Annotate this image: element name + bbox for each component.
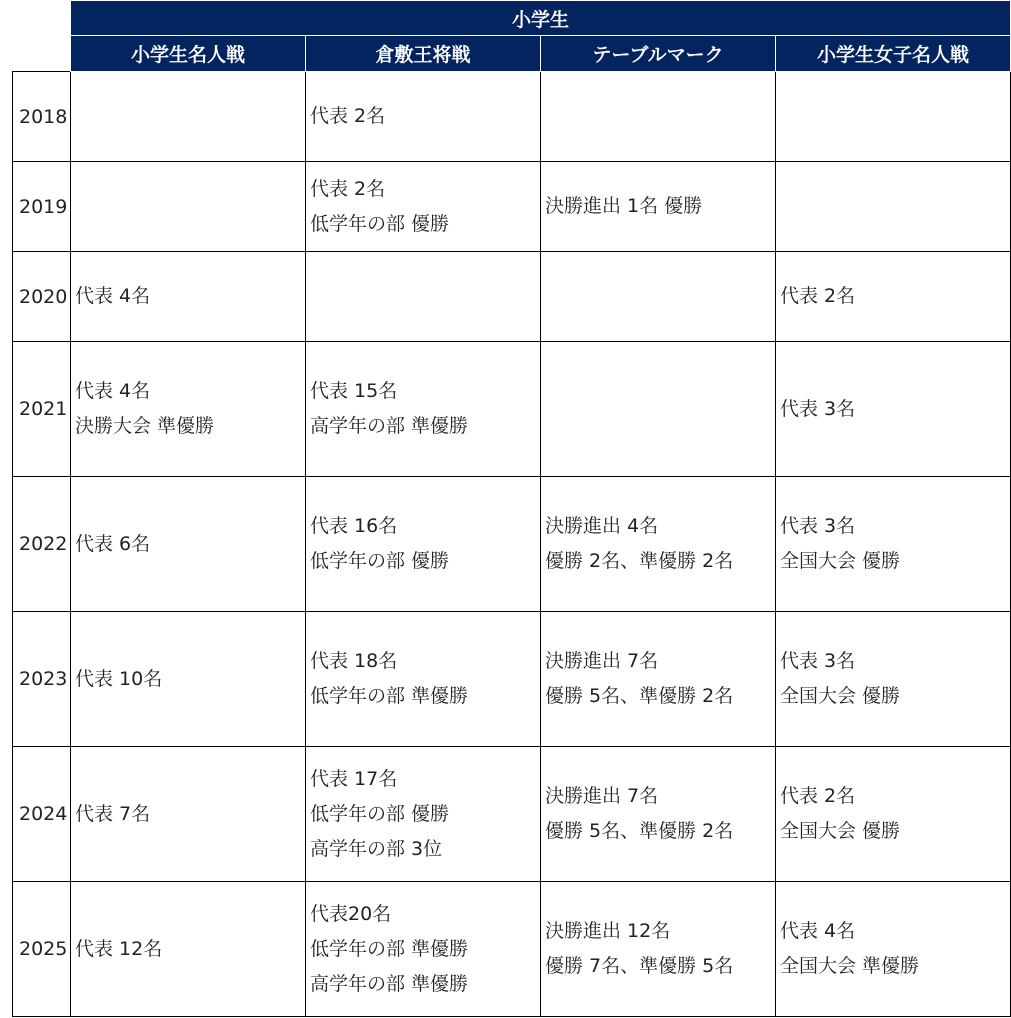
table-row [13,72,1011,162]
result-cell [776,477,1011,612]
result-cell [776,342,1011,477]
year-cell: 2021 [13,342,71,477]
result-line: 決勝大会 準優勝 [75,415,215,437]
result-line: 優勝 2名、準優勝 2名 [545,550,734,572]
result-cell [71,477,306,612]
table-row [13,747,1011,882]
result-line: 優勝 5名、準優勝 2名 [545,820,734,842]
result-line: 低学年の部 準優勝 [310,937,469,960]
result-cell [71,252,306,342]
corner-cell [13,36,71,72]
year-cell: 2023 [13,612,71,747]
result-line: 代表 3名 [780,397,856,420]
year-cell: 2018 [13,72,71,162]
table-row [13,252,1011,342]
result-cell [71,162,306,252]
result-line: 全国大会 優勝 [780,685,901,707]
result-line: 代表 2名 [780,285,856,307]
result-line: 代表 4名 [75,285,151,307]
result-line: 全国大会 優勝 [780,550,901,572]
result-line: 全国大会 準優勝 [780,955,920,977]
result-cell [541,612,776,747]
result-cell [306,72,541,162]
result-line: 代表 10名 [75,667,163,690]
result-cell [306,162,541,252]
table-row [13,477,1011,612]
result-line: 代表 15名 [310,380,398,402]
result-line: 代表 6名 [75,532,151,555]
column-header: 小学生女子名人戦 [776,36,1011,72]
result-cell [306,747,541,882]
result-line: 決勝進出 1名 優勝 [545,195,703,217]
result-line: 代表 3名 [780,650,856,672]
result-line: 低学年の部 優勝 [310,802,450,825]
result-line: 決勝進出 4名 [545,515,659,537]
result-line: 高学年の部 3位 [310,837,443,860]
year-cell: 2022 [13,477,71,612]
result-line: 決勝進出 7名 [545,650,659,672]
table-row [13,612,1011,747]
table-row [13,162,1011,252]
result-cell [306,342,541,477]
result-line: 決勝進出 12名 [545,920,671,942]
result-cell [541,162,776,252]
year-cell: 2020 [13,252,71,342]
result-line: 代表 2名 [780,785,856,807]
result-cell [71,612,306,747]
result-line: 代表 18名 [310,650,398,672]
group-header: 小学生 [71,1,1011,36]
result-line: 低学年の部 準優勝 [310,685,469,707]
table-body [13,72,1011,1017]
result-line: 代表 4名 [75,380,151,402]
column-header-row [13,36,1011,72]
result-cell [71,882,306,1017]
result-cell [71,747,306,882]
year-cell: 2024 [13,747,71,882]
result-line: 代表 16名 [310,515,398,537]
result-cell [776,747,1011,882]
result-line: 代表 12名 [75,937,163,960]
result-line: 代表 2名 [310,105,386,127]
result-cell [541,747,776,882]
result-cell [541,882,776,1017]
result-cell [306,477,541,612]
result-line: 全国大会 優勝 [780,820,901,842]
year-cell: 2019 [13,162,71,252]
result-line: 高学年の部 準優勝 [310,972,469,995]
result-cell [541,252,776,342]
result-line: 代表20名 [310,902,392,925]
result-line: 優勝 7名、準優勝 5名 [545,955,734,977]
result-cell [776,72,1011,162]
result-line: 代表 4名 [780,920,856,942]
result-line: 決勝進出 7名 [545,785,659,807]
result-cell [306,252,541,342]
result-line: 優勝 5名、準優勝 2名 [545,685,734,707]
corner-cell [13,1,71,36]
column-header: 小学生名人戦 [71,36,306,72]
result-cell [776,162,1011,252]
result-line: 代表 2名 [310,177,386,200]
result-cell [776,882,1011,1017]
result-cell [541,342,776,477]
result-cell [776,252,1011,342]
result-line: 代表 3名 [780,515,856,537]
table-row [13,882,1011,1017]
column-header: テーブルマーク [541,36,776,72]
column-header: 倉敷王将戦 [306,36,541,72]
result-cell [306,882,541,1017]
year-cell: 2025 [13,882,71,1017]
result-cell [71,72,306,162]
result-line: 代表 7名 [75,802,151,825]
result-cell [776,612,1011,747]
results-table [12,0,1011,1017]
result-cell [306,612,541,747]
result-cell [541,72,776,162]
result-line: 代表 17名 [310,767,398,790]
result-line: 低学年の部 優勝 [310,212,450,235]
table-row [13,342,1011,477]
result-cell [541,477,776,612]
result-line: 低学年の部 優勝 [310,550,450,572]
result-cell [71,342,306,477]
result-line: 高学年の部 準優勝 [310,415,469,437]
